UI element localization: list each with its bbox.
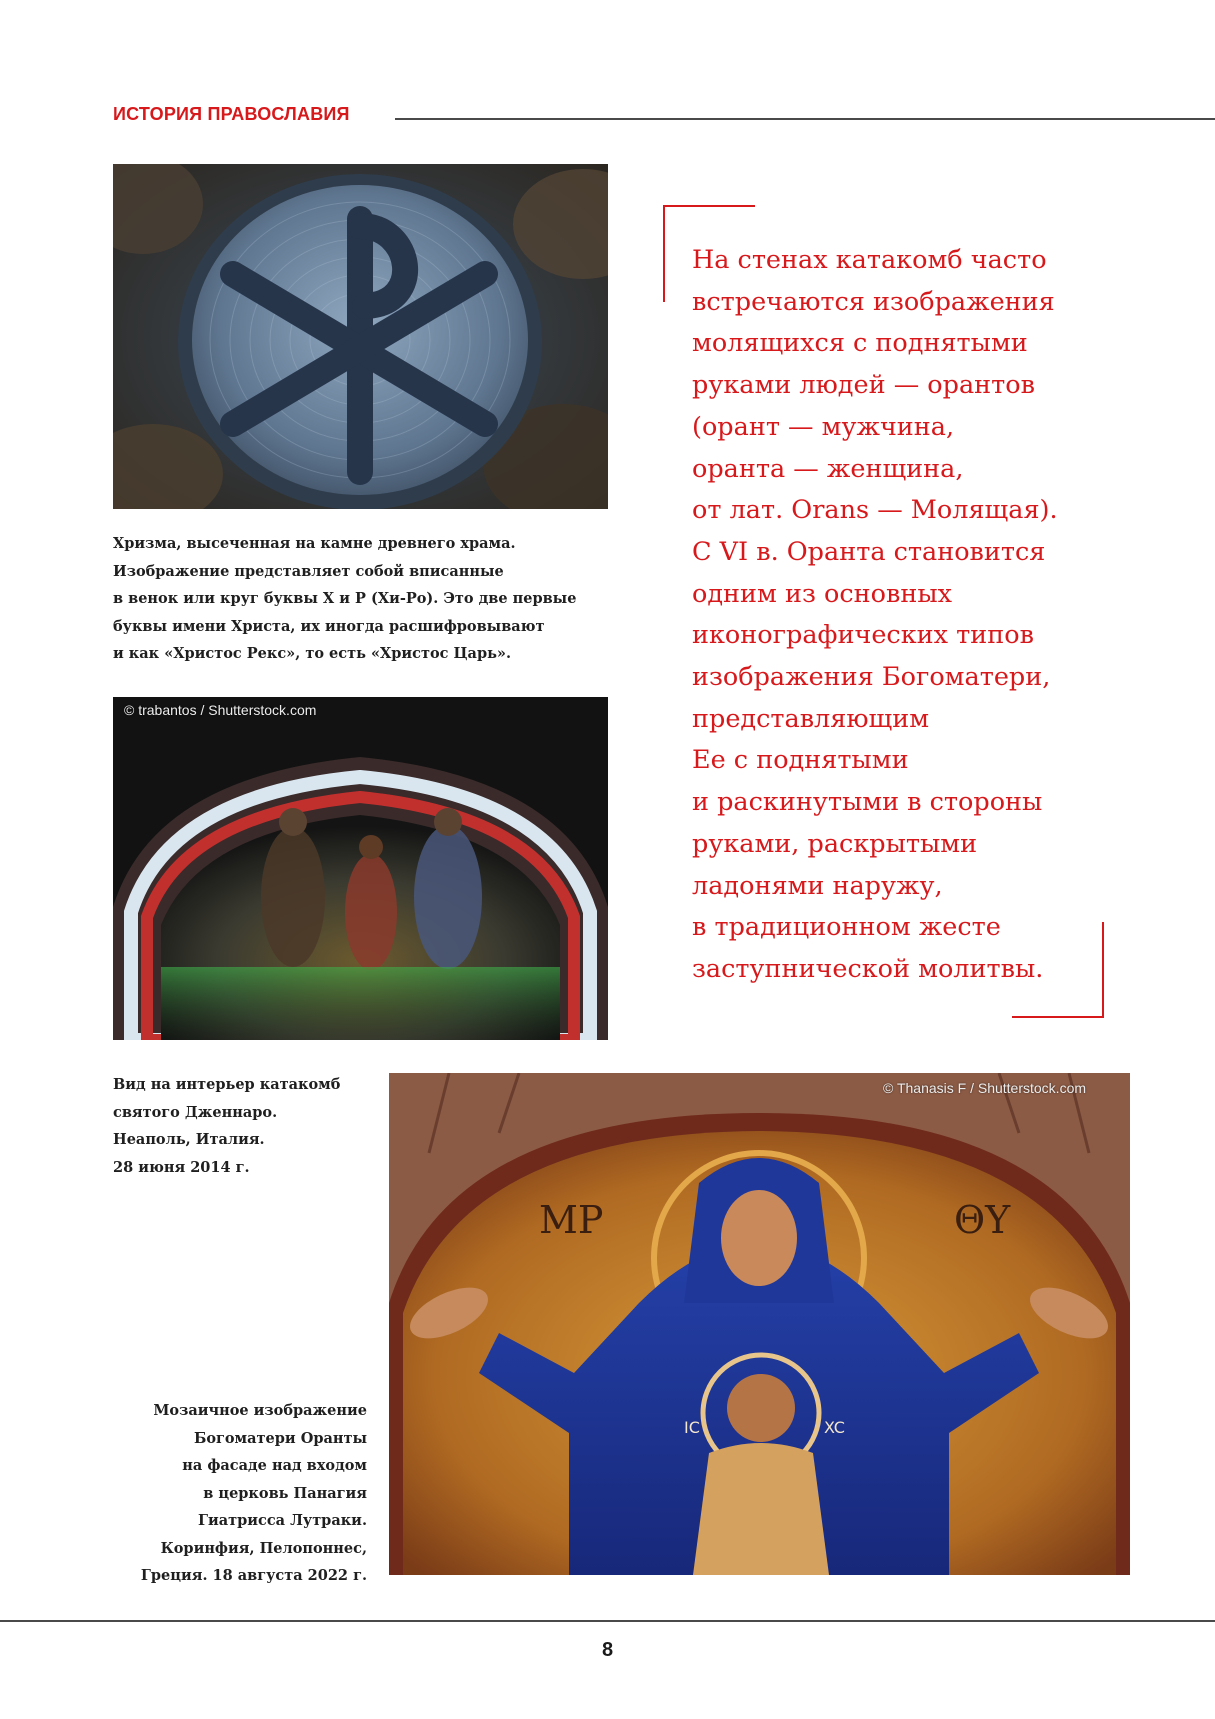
mosaic-ic-letters: IC [684, 1418, 700, 1437]
pull-quote [692, 240, 1058, 991]
quote-line: На стенах катакомб часто [692, 245, 1047, 275]
mosaic-photo [389, 1073, 1130, 1575]
quote-line: изображения Богоматери, [692, 662, 1051, 693]
mosaic-photo-credit: © Thanasis F / Shutterstock.com [883, 1080, 1087, 1096]
caption-line: Богоматери Оранты [193, 1429, 367, 1447]
section-title: ИСТОРИЯ ПРАВОСЛАВИЯ [113, 104, 350, 124]
caption-line: и как «Христос Рекс», то есть «Христос Царь». [113, 645, 512, 662]
chrism-photo [113, 164, 608, 509]
caption-line: Изображение представляет собой вписанные [113, 562, 504, 580]
caption-line: Коринфия, Пелопоннес, [160, 1539, 367, 1557]
quote-line: руками людей — орантов [692, 370, 1035, 401]
quote-line: встречаются изображения [692, 286, 1055, 317]
quote-line: от лат. Orans — Молящая). [692, 495, 1058, 526]
quote-line: представляющим [692, 703, 930, 734]
caption-line: буквы имени Христа, их иногда расшифровывают [113, 617, 545, 635]
caption-line: Гиатрисса Лутраки. [197, 1512, 367, 1529]
caption-line: святого Дженнаро. [113, 1103, 278, 1121]
caption-line: Хризма, высеченная на камне древнего храма. [113, 535, 516, 552]
catacomb-photo-credit: © trabantos / Shutterstock.com [124, 702, 317, 718]
caption-line: Греция. 18 августа 2022 г. [140, 1567, 367, 1584]
caption-line: в венок или круг буквы Х и Р (Хи-Ро). Это две первые [113, 590, 577, 607]
caption-line: на фасаде над входом [182, 1457, 367, 1474]
quote-line: молящихся с поднятыми [692, 328, 1028, 359]
footer-divider [0, 1620, 1215, 1622]
quote-line: С VI в. Оранта становится [692, 536, 1046, 567]
catacomb-photo [113, 697, 608, 1040]
quote-line: и раскинутыми в стороны [692, 787, 1043, 818]
quote-line: руками, раскрытыми [692, 828, 978, 859]
mosaic-thy-letters: ΘΥ [954, 1198, 1011, 1242]
caption-line: в церковь Панагия [203, 1484, 367, 1502]
quote-line: (орант — мужчина, [692, 411, 955, 442]
quote-line: заступнической молитвы. [692, 953, 1044, 984]
quote-line: одним из основных [692, 578, 953, 609]
caption-line: Вид на интерьер катакомб [113, 1076, 341, 1093]
quote-line: в традиционном жесте [692, 912, 1001, 943]
mosaic-mp-letters: МР [539, 1198, 604, 1242]
quote-line: ладонями наружу, [692, 870, 943, 901]
header-divider [395, 118, 1215, 120]
quote-line: Ее с поднятыми [692, 745, 909, 776]
quote-line: иконографических типов [692, 620, 1034, 651]
quote-line: оранта — женщина, [692, 453, 964, 484]
mosaic-xc-letters: XC [824, 1418, 845, 1437]
catacomb-caption [113, 1071, 340, 1181]
page-number: 8 [601, 1639, 614, 1661]
caption-line: Неаполь, Италия. [113, 1131, 265, 1148]
mosaic-caption [141, 1397, 367, 1590]
chrism-caption [113, 530, 576, 668]
caption-line: 28 июня 2014 г. [113, 1158, 250, 1176]
caption-line: Мозаичное изображение [153, 1402, 367, 1419]
chi-rho-icon [113, 164, 608, 509]
